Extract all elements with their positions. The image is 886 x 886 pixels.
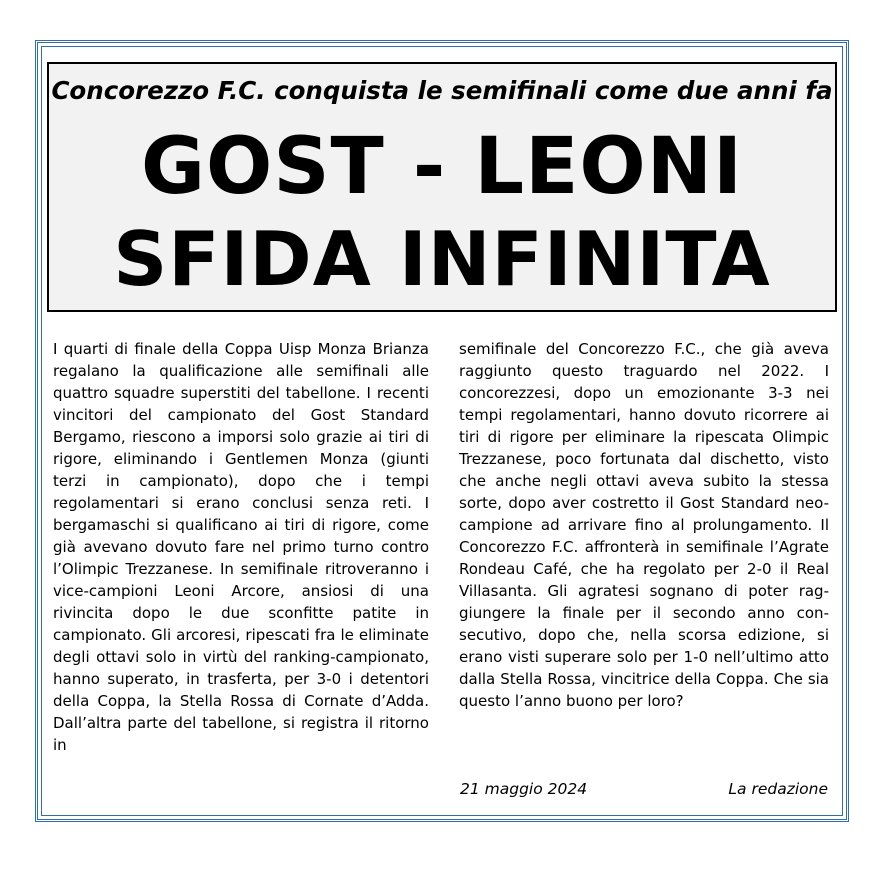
article-date: 21 maggio 2024 (460, 780, 588, 798)
article-title-line-2: SFIDA INFINITA (113, 215, 771, 303)
headline-box (47, 62, 837, 312)
article-column-left: I quarti di finale della Coppa Uisp Monza Brianza regalano la qualificazione alle semifinali alle quattro squadre superstiti del tabellone. I recenti vincitori del campionato del Gost Standard Bergamo, riescono a imporsi solo grazie ai tiri di rigore, eliminando i Gentlemen Monza (giunti terzi in campionato), dopo che i tempi regolamentari si erano conclusi senza reti. I bergamaschi si qualificano ai tiri di rigore, come già avevano dovuto fare nel primo turno contro l’Olimpic Trezzanese. In semifinale ritroveranno i vice-campioni Leoni Arcore, ansiosi di una rivincita dopo le due sconfitte patite in campionato. Gli arcoresi, ripescati fra le eliminate degli ottavi solo in virtù del ranking-campionato, hanno superato, in trasferta, per 3-0 i detentori della Coppa, la Stella Rossa di Cornate d’Adda. Dall’altra parte del tabellone, si registra il ritorno in (53, 340, 429, 754)
article-subtitle: Concorezzo F.C. conquista le semifinali come due anni fa (51, 76, 833, 105)
article-author: La redazione (728, 780, 828, 798)
article-title-line-1: GOST - LEONI (141, 122, 743, 212)
article-column-right: semifinale del Concorezzo F.C., che già aveva raggiunto questo traguardo nel 2022. I concorezzesi, dopo un emozionante 3-3 nei tempi regolamentari, hanno dovuto ricorrere ai tiri di rigore per eliminare la ripescata Olimpic Trezzanese, poco fortunata dal dischetto, visto che anche negli ottavi aveva subito la stessa sorte, dopo aver costretto il Gost Standard neo-campione ad arrivare fino al prolungamento. Il Concorezzo F.C. affronterà in semifinale l’Agrate Rondeau Café, che ha regolato per 2-0 il Real Villasanta. Gli agratesi sognano di poter raggiungere la finale per il secondo anno consecutivo, dopo che, nella scorsa edizione, si erano visti superare solo per 1-0 nell’ultimo atto dalla Stella Rossa, vincitrice della Coppa. Che sia questo l’anno buono per loro? (459, 340, 829, 710)
